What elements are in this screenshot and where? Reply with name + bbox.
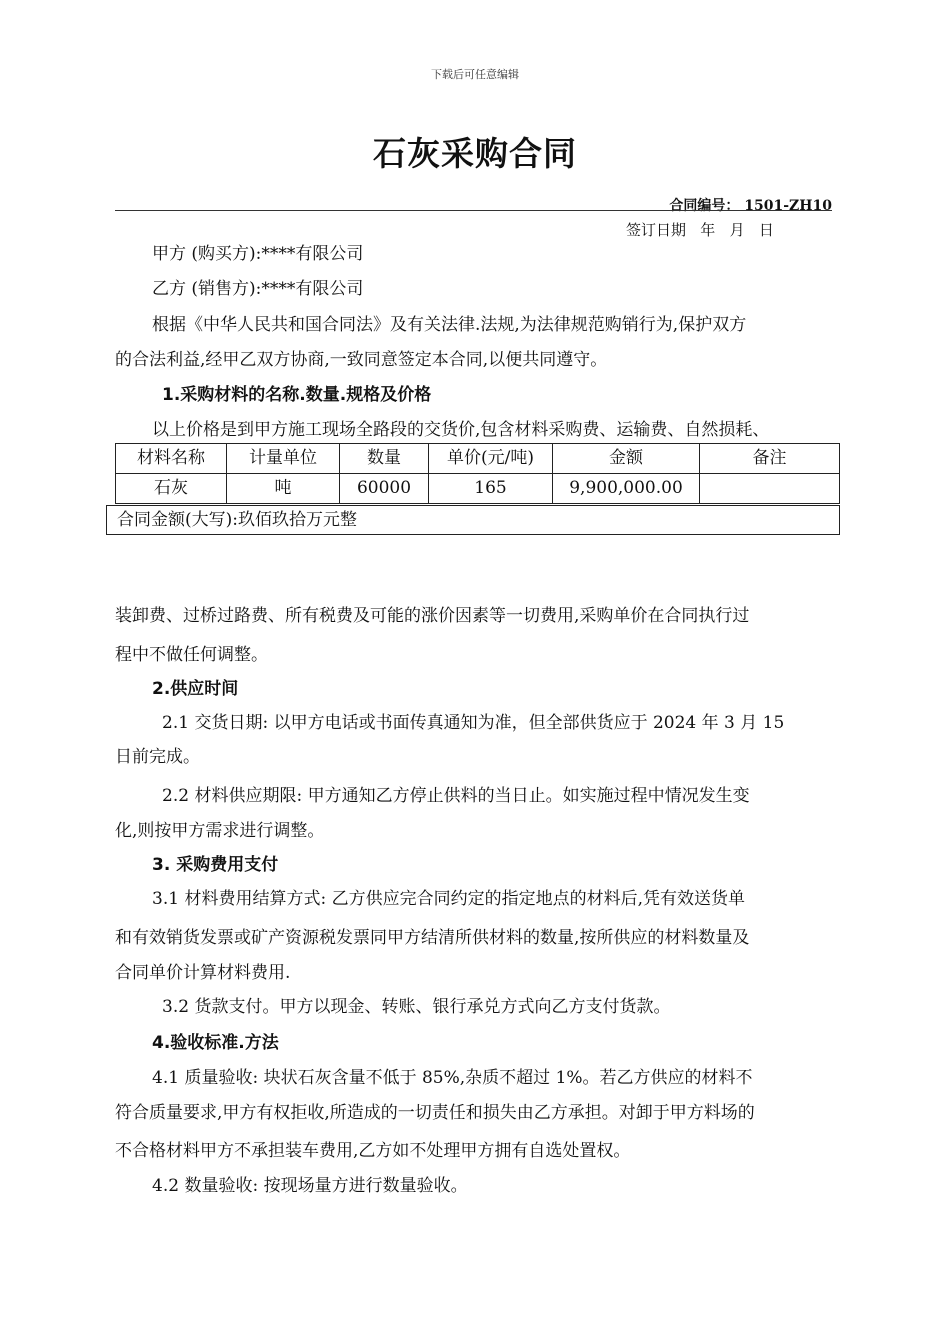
contract-amount-total: 合同金额(大写):玖佰玖拾万元整	[106, 505, 840, 535]
clause-3-2: 3.2 货款支付。甲方以现金、转账、银行承兑方式向乙方支付货款。	[162, 997, 671, 1017]
clause-3-1-line-2: 和有效销货发票或矿产资源税发票同甲方结清所供材料的数量,按所供应的材料数量及	[115, 928, 750, 948]
header-note: 下载后可任意编辑	[431, 68, 519, 81]
table-cell: 9,900,000.00	[553, 474, 700, 504]
clause-2-1-line-2: 日前完成。	[115, 747, 200, 767]
intro-line-2: 的合法利益,经甲乙双方协商,一致同意签定本合同,以便共同遵守。	[115, 350, 608, 370]
clause-4-1-line-2: 符合质量要求,甲方有权拒收,所造成的一切责任和损失由乙方承担。对卸于甲方料场的	[115, 1103, 755, 1123]
contract-number: 合同编号： 1501-ZH10	[669, 198, 832, 214]
intro-line-1: 根据《中华人民共和国合同法》及有关法律.法规,为法律规范购销行为,保护双方	[152, 315, 747, 335]
table-header-cell: 材料名称	[116, 444, 227, 474]
document-title: 石灰采购合同	[373, 134, 577, 173]
clause-3-1-line-1: 3.1 材料费用结算方式: 乙方供应完合同约定的指定地点的材料后,凭有效送货单	[152, 889, 745, 909]
price-table	[115, 443, 840, 504]
section-4-title: 4.验收标准.方法	[152, 1033, 279, 1053]
clause-2-1-line-1: 2.1 交货日期: 以甲方电话或书面传真通知为准，但全部供货应于 2024 年 3 月 15	[162, 713, 785, 733]
clause-4-2: 4.2 数量验收: 按现场量方进行数量验收。	[152, 1176, 468, 1196]
table-cell	[700, 474, 840, 504]
table-header-cell: 备注	[700, 444, 840, 474]
clause-4-1-line-1: 4.1 质量验收: 块状石灰含量不低于 85%,杂质不超过 1%。若乙方供应的材料不	[152, 1068, 753, 1088]
section-2-title: 2.供应时间	[152, 679, 239, 699]
clause-4-1-line-3: 不合格材料甲方不承担装车费用,乙方如不处理甲方拥有自选处置权。	[115, 1141, 631, 1161]
table-row	[116, 474, 840, 504]
table-cell: 石灰	[116, 474, 227, 504]
price-note-line-3: 程中不做任何调整。	[115, 645, 268, 665]
section-1-title: 1.采购材料的名称.数量.规格及价格	[162, 385, 432, 405]
table-header-cell: 数量	[340, 444, 429, 474]
table-header-cell: 计量单位	[227, 444, 340, 474]
party-a: 甲方 (购买方):****有限公司	[152, 244, 364, 264]
table-cell: 165	[429, 474, 553, 504]
table-header-cell: 金额	[553, 444, 700, 474]
table-cell: 60000	[340, 474, 429, 504]
table-header-row	[116, 444, 840, 474]
clause-3-1-line-3: 合同单价计算材料费用.	[115, 963, 291, 983]
party-b: 乙方 (销售方):****有限公司	[152, 279, 364, 299]
table-cell: 吨	[227, 474, 340, 504]
clause-2-2-line-2: 化,则按甲方需求进行调整。	[115, 821, 325, 841]
price-note-line-1: 以上价格是到甲方施工现场全路段的交货价,包含材料采购费、运输费、自然损耗、	[152, 420, 770, 440]
header-rule	[115, 210, 832, 211]
sign-date: 签订日期 年 月 日	[626, 221, 774, 239]
table-header-cell: 单价(元/吨)	[429, 444, 553, 474]
section-3-title: 3. 采购费用支付	[152, 855, 279, 875]
clause-2-2-line-1: 2.2 材料供应期限: 甲方通知乙方停止供料的当日止。如实施过程中情况发生变	[162, 786, 750, 806]
price-note-line-2: 装卸费、过桥过路费、所有税费及可能的涨价因素等一切费用,采购单价在合同执行过	[115, 606, 750, 626]
